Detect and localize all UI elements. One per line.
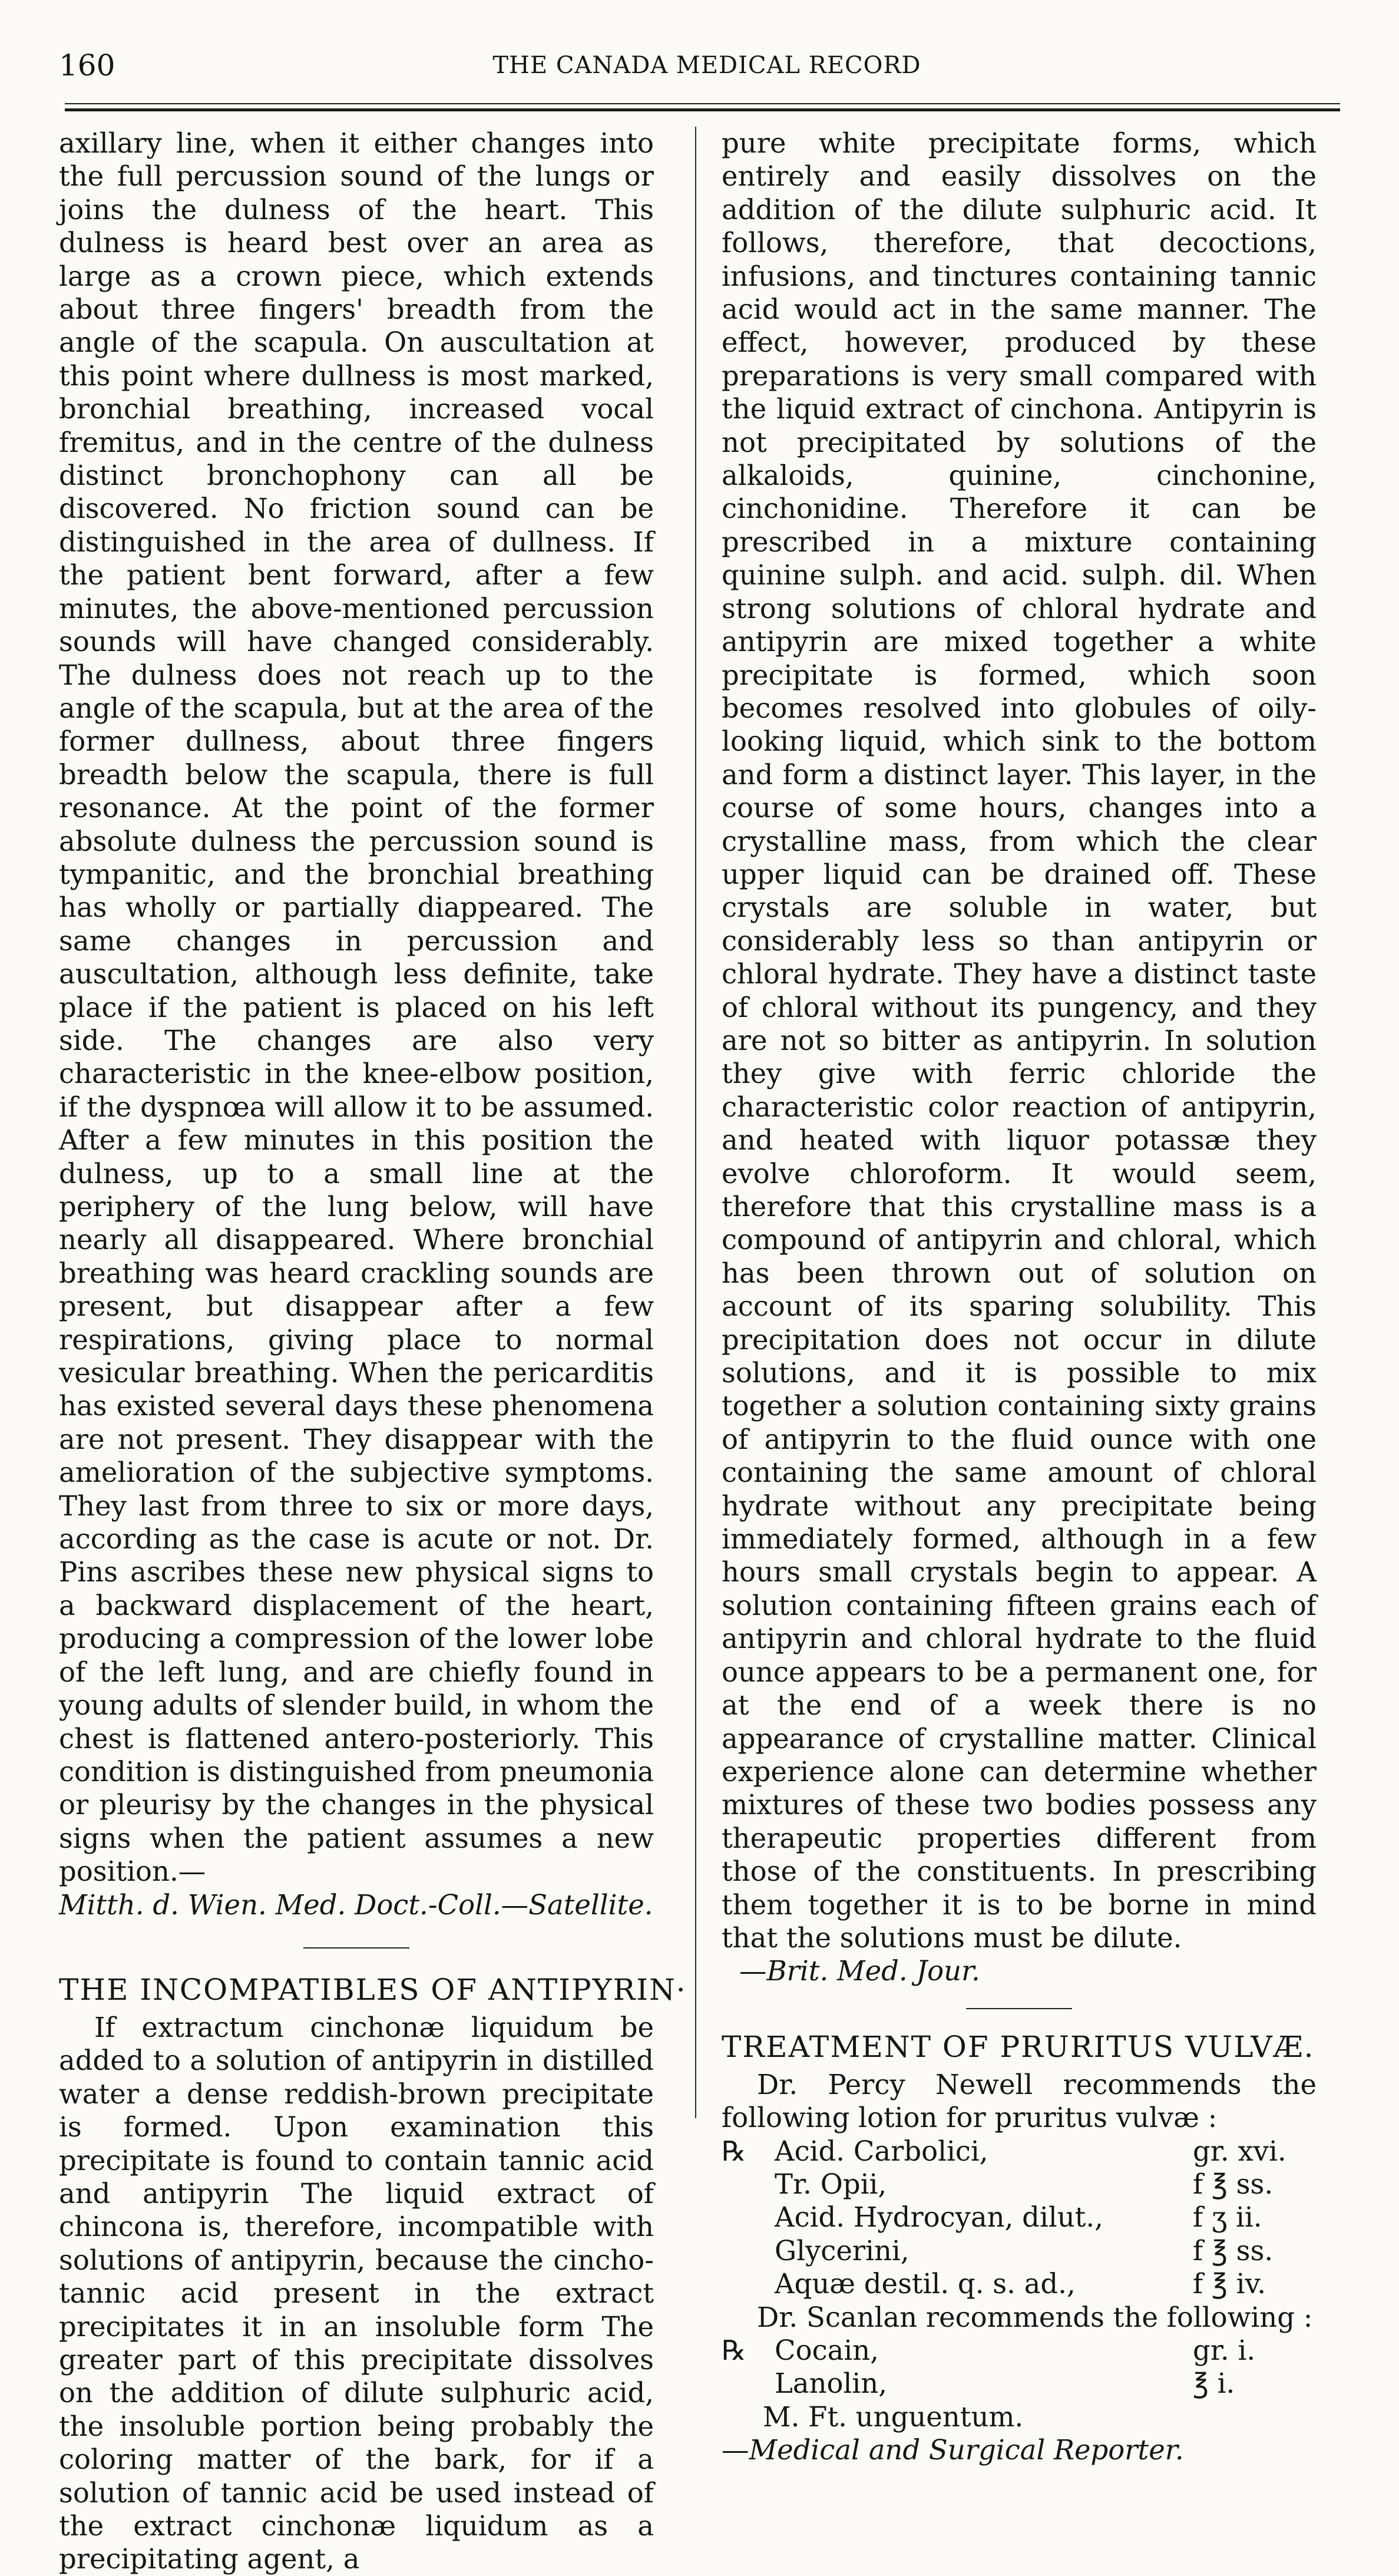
prescription-dose: gr. i. (1193, 2334, 1256, 2366)
prescription-row (722, 2334, 1317, 2367)
page-number: 160 (59, 48, 115, 82)
header-rule-thin (65, 103, 1340, 104)
article-heading-antipyrin: THE INCOMPATIBLES OF ANTIPYRIN· (59, 1972, 687, 2007)
prescription-dose: f ʒ ii. (1193, 2201, 1262, 2234)
right-column (722, 127, 1317, 2467)
article-source-citation: Mitth. d. Wien. Med. Doct.-Coll.—Satellite. (59, 1888, 653, 1921)
prescription-row (722, 2168, 1317, 2201)
article-heading-pruritus: TREATMENT OF PRURITUS VULVÆ. (722, 2029, 1315, 2064)
header-rule-thick (65, 108, 1340, 111)
recipe-symbol (722, 2234, 775, 2267)
prescription-dose: gr. xvi. (1193, 2135, 1286, 2167)
article-continuation-paragraph: axillary line, when it either changes into the full percussion sound of the lungs or joins the dulness of the heart. This dulness is heard best over an area as large as a crown piece, which extends about three fingers' breadth from the angle of the scapula. On auscultation at this point where dullness is most marked, bronchial breathing, increased vocal fremitus, and in the centre of the dulness distinct bronchophony can all be discovered. No friction sound can be distinguished in the area of dullness. If the patient bent forward, after a few minutes, the above-mentioned percussion sounds will have changed considerably. The dulness does not reach up to the angle of the scapula, but at the area of the former dullness, about three fingers breadth below the scapula, there is full resonance. At the point of the former absolute dulness the percussion sound is tympanitic, and the bronchial breathing has wholly or partially diappeared. The same changes in percussion and auscultation, although less definite, take place if the patient is placed on his left side. The changes are also very characteristic in the knee-elbow position, if the dyspnœa will allow it to be assumed. After a few minutes in this position the dulness, up to a small line at the periphery of the lung below, will have nearly all disappeared. Where bronchial breathing was heard crackling sounds are present, but disappear after a few respirations, giving place to normal vesicular breathing. When the pericarditis has existed several days these phenomena are not present. They disappear with the amelioration of the subjective symptoms. They last from three to six or more days, according as the case is acute or not. Dr. Pins ascribes these new physical signs to a backward displacement of the heart, producing a compression of the lower lobe of the left lung, and are chiefly found in young adults of slender build, in whom the chest is flattened antero-posteriorly. This condition is distinguished from pneumonia or pleurisy by the changes in the physical signs when the patient assumes a new position.— (59, 127, 654, 1888)
left-column (59, 127, 687, 2576)
journal-title: THE CANADA MEDICAL RECORD (492, 52, 921, 79)
prescription-ingredient: Lanolin, (775, 2367, 888, 2400)
recipe-symbol: ℞ (722, 2334, 746, 2366)
prescription-ingredient: Acid. Hydrocyan, dilut., (775, 2201, 1103, 2234)
column-divider (695, 127, 696, 2118)
prescription-dose: f ℥ ss. (1193, 2234, 1274, 2267)
prescription-ingredient: Acid. Carbolici, (775, 2135, 988, 2167)
recipe-symbol (722, 2367, 775, 2400)
prescription-row (722, 2201, 1317, 2234)
recipe-symbol (722, 2168, 775, 2201)
prescription-ingredient: Tr. Opii, (775, 2168, 887, 2200)
prescription-ingredient: Cocain, (775, 2334, 879, 2366)
prescription-intro-newell: Dr. Percy Newell recommends the following lotion for pruritus vulvæ : (722, 2068, 1317, 2134)
prescription-table-scanlan (722, 2334, 1317, 2433)
antipyrin-source-citation: —Brit. Med. Jour. (739, 1955, 980, 1987)
prescription-intro-scanlan: Dr. Scanlan recommends the following : (757, 2301, 1313, 2333)
pruritus-source-citation: —Medical and Surgical Reporter. (722, 2434, 1184, 2466)
prescription-row (722, 2267, 1317, 2300)
prescription-dose: f ℥ iv. (1193, 2268, 1266, 2300)
antipyrin-paragraph: If extractum cinchonæ liquidum be added to a solution of antipyrin in distilled water a dense reddish-brown precipitate is formed. Upon examination this precipitate is found to contain tannic acid and antipyrin The liquid extract of chincona is, therefore, incompatible with solutions of antipyrin, because the cincho-tannic acid present in the extract precipitates it in an insoluble form The greater part of this precipitate dissolves on the addition of dilute sulphuric acid, the insoluble portion being probably the coloring matter of the bark, for if a solution of tannic acid be used instead of the extract cinchonæ liquidum as a precipitating agent, a (59, 2011, 654, 2575)
prescription-row (722, 2234, 1317, 2267)
recipe-symbol: ℞ (722, 2135, 746, 2167)
prescription-table-newell (722, 2135, 1317, 2301)
article-separator-right (966, 2008, 1072, 2009)
article-separator (303, 1947, 409, 1948)
prescription-row (722, 2400, 1317, 2433)
prescription-ingredient: Aquæ destil. q. s. ad., (775, 2268, 1076, 2300)
prescription-dose: f ℥ ss. (1193, 2168, 1274, 2200)
prescription-ingredient: Glycerini, (775, 2234, 909, 2267)
prescription-dose: ℥ i. (1193, 2367, 1235, 2400)
page-header (59, 48, 1355, 90)
antipyrin-continuation-paragraph: pure white precipitate forms, which entirely and easily dissolves on the addition of the dilute sulphuric acid. It follows, therefore, that decoctions, infusions, and tinctures containing tannic acid would act in the same manner. The effect, however, produced by these preparations is very small compared with the liquid extract of cinchona. Antipyrin is not precipitated by solutions of the alkaloids, quinine, cinchonine, cinchonidine. Therefore it can be prescribed in a mixture containing quinine sulph. and acid. sulph. dil. When strong solutions of chloral hydrate and antipyrin are mixed together a white precipitate is formed, which soon becomes resolved into globules of oily-looking liquid, which sink to the bottom and form a distinct layer. This layer, in the course of some hours, changes into a crystalline mass, from which the clear upper liquid can be drained off. These crystals are soluble in water, but considerably less so than antipyrin or chloral hydrate. They have a distinct taste of chloral without its pungency, and they are not so bitter as antipyrin. In solution they give with ferric chloride the characteristic color reaction of antipyrin, and heated with liquor potassæ they evolve chloroform. It would seem, therefore that this crystalline mass is a compound of antipyrin and chloral, which has been thrown out of solution on account of its sparing solubility. This precipitation does not occur in dilute solutions, and it is possible to mix together a solution containing sixty grains of antipyrin to the fluid ounce with one containing the same amount of chloral hydrate without any precipitate being immediately formed, although in a few hours small crystals begin to appear. A solution containing fifteen grains each of antipyrin and chloral hydrate to the fluid ounce appears to be a permanent one, for at the end of a week there is no appearance of crystalline matter. Clinical experience alone can determine whether mixtures of these two bodies possess any therapeutic properties different from those of the constituents. In prescribing them together it is to be borne in mind that the solutions must be dilute. (722, 127, 1317, 1954)
prescription-row (722, 2367, 1317, 2400)
recipe-symbol (722, 2201, 775, 2234)
prescription-row (722, 2135, 1317, 2168)
recipe-symbol (722, 2267, 775, 2300)
prescription-directions: M. Ft. unguentum. (763, 2400, 1024, 2433)
